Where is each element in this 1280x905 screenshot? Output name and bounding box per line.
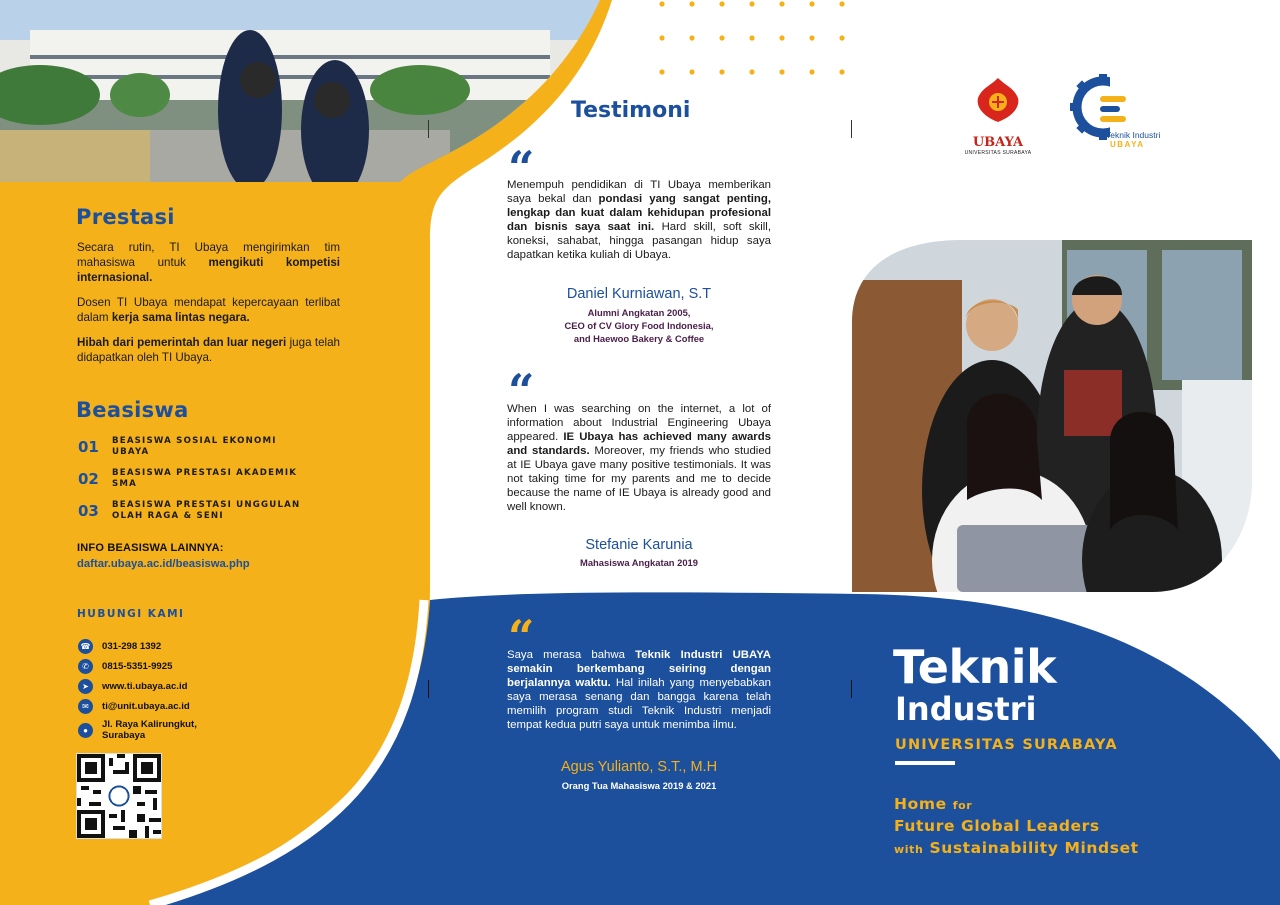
whatsapp-icon: ✆: [78, 659, 93, 674]
ti-logo-text-2: UBAYA: [1110, 140, 1145, 149]
info-beasiswa-link[interactable]: daftar.ubaya.ac.id/beasiswa.php: [77, 558, 250, 570]
testimonial-role: and Haewoo Bakery & Coffee: [573, 333, 705, 344]
ubaya-logo-subtext: UNIVERSITAS SURABAYA: [964, 150, 1032, 156]
prestasi-paragraph-2: Dosen TI Ubaya mendapat kepercayaan terlibat dalam kerja sama lintas negara.: [77, 296, 340, 324]
testimonial-name: Stefanie Karunia: [585, 537, 693, 553]
info-beasiswa-title: INFO BEASISWA LAINNYA:: [77, 542, 224, 554]
prestasi-title: Prestasi: [76, 205, 175, 229]
mail-icon: ✉: [78, 699, 93, 714]
testimonial-role: CEO of CV Glory Food Indonesia,: [564, 320, 714, 331]
testimonial-name: Agus Yulianto, S.T., M.H: [560, 759, 718, 775]
beasiswa-number: 01: [78, 438, 99, 456]
testimonial-text: Menempuh pendidikan di TI Ubaya memberikan saya bekal dan pondasi yang sangat penting, lengkap dan kuat dalam kehidupan profesional dan bisnis saya saat ini. Hard skill, soft skill, koneksi, sahabat, hingga pasangan hidup saya dapatkan ketika kuliah di Ubaya.: [507, 179, 772, 261]
testimonial-role: Mahasiswa Angkatan 2019: [580, 557, 698, 568]
title-underline: [895, 761, 955, 765]
students-photo: [852, 240, 1252, 592]
contact-text: ti@unit.ubaya.ac.id: [102, 701, 190, 712]
beasiswa-number: 02: [78, 470, 99, 488]
contact-text: www.ti.ubaya.ac.id: [102, 681, 188, 692]
tagline-line-3: with Sustainability Mindset: [894, 839, 1139, 857]
tagline-line-1: Home for: [894, 795, 973, 813]
contact-text: 0815-5351-9925: [102, 661, 173, 672]
beasiswa-title: Beasiswa: [76, 398, 189, 422]
ubaya-logo-text: UBAYA: [972, 135, 1024, 150]
fold-mark: [851, 120, 852, 138]
location-icon: ●: [78, 723, 93, 738]
program-title-line-1: Teknik: [893, 640, 1057, 694]
ti-logo-text-1: Teknik Industri: [1106, 130, 1161, 140]
contact-text: Jl. Raya Kalirungkut, Surabaya: [102, 719, 197, 741]
quote-icon: “: [508, 364, 535, 418]
prestasi-paragraph-1: Secara rutin, TI Ubaya mengirimkan tim mahasiswa untuk mengikuti kompetisi internasional.: [77, 241, 341, 284]
fold-mark: [428, 120, 429, 138]
fold-mark: [851, 680, 852, 698]
beasiswa-text: BEASISWA SOSIAL EKONOMI UBAYA: [112, 436, 277, 457]
tagline-line-2: Future Global Leaders: [894, 817, 1100, 835]
contact-email[interactable]: [78, 699, 190, 714]
decorative-dots: [658, 0, 868, 80]
beasiswa-text: BEASISWA PRESTASI AKADEMIK SMA: [112, 468, 298, 489]
beasiswa-number: 03: [78, 502, 99, 520]
university-name: UNIVERSITAS SURABAYA: [895, 737, 1118, 753]
contact-phone[interactable]: [78, 639, 161, 654]
prestasi-paragraph-3: Hibah dari pemerintah dan luar negeri juga telah didapatkan oleh TI Ubaya.: [77, 336, 340, 364]
contact-text: 031-298 1392: [102, 641, 162, 652]
beasiswa-item: [78, 500, 328, 522]
quote-icon: “: [508, 141, 535, 195]
contact-website[interactable]: [78, 679, 187, 694]
beasiswa-item: [78, 436, 328, 458]
hubungi-kami-title: HUBUNGI KAMI: [77, 608, 185, 620]
testimonial-role: Alumni Angkatan 2005,: [587, 307, 691, 318]
testimoni-title: Testimoni: [571, 98, 691, 123]
beasiswa-text: BEASISWA PRESTASI UNGGULAN OLAH RAGA & SENI: [112, 500, 301, 521]
program-title-line-2: Industri: [895, 690, 1037, 728]
quote-icon: “: [508, 610, 535, 664]
contact-address: [78, 719, 197, 741]
testimonial-role: Orang Tua Mahasiswa 2019 & 2021: [561, 780, 717, 791]
teknik-industri-logo: [1070, 74, 1180, 154]
testimonial-text: When I was searching on the internet, a lot of information about Industrial Engineering Ubaya appeared. IE Ubaya has achieved many awards and standards. Moreover, my friends who studied at IE Ubaya gave many positive testimonials. It was not taking time for my parents and me to decide because the name of IE Ubaya is already good and well known.: [507, 403, 772, 513]
phone-icon: ☎: [78, 639, 93, 654]
beasiswa-item: [78, 468, 328, 490]
testimonial-text: Saya merasa bahwa Teknik Industri UBAYA semakin berkembang seiring dengan berjalannya waktu. Hal inilah yang menyebabkan saya merasa senang dan bangga karena telah memilih program studi Teknik Industri menjadi tempat kedua putri saya untuk menimba ilmu.: [507, 649, 772, 731]
contact-whatsapp[interactable]: [78, 659, 172, 674]
fold-mark: [428, 680, 429, 698]
testimonial-name: Daniel Kurniawan, S.T: [566, 286, 712, 302]
cursor-icon: ➤: [78, 679, 93, 694]
ubaya-logo: [962, 76, 1034, 156]
qr-code[interactable]: [76, 753, 162, 839]
